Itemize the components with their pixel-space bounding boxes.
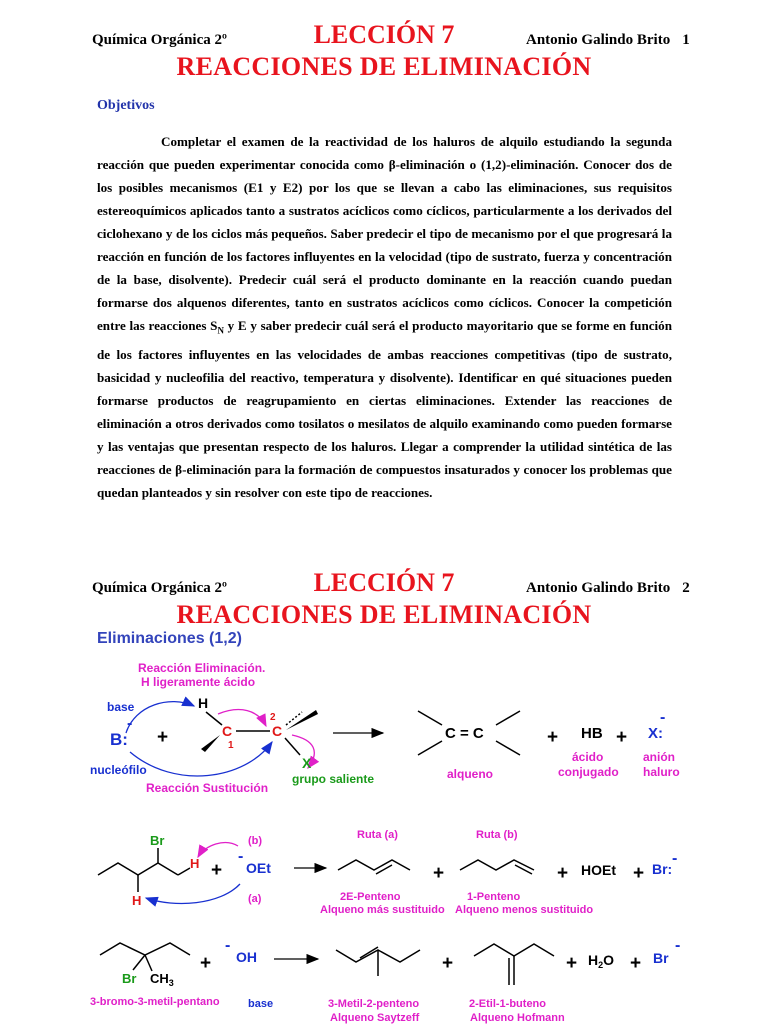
water-subscript: 2	[598, 960, 604, 970]
author-name: Antonio Galindo Brito	[526, 32, 671, 48]
product-a-description: Alqueno más sustituido	[320, 904, 445, 916]
plus-sign: +	[200, 953, 212, 974]
page-title: REACCIONES DE ELIMINACIÓN	[176, 52, 592, 81]
hydroxide: OH	[236, 949, 257, 965]
bromide-charge: -	[672, 850, 678, 867]
product-b-description: Alqueno menos sustituido	[455, 904, 594, 916]
alkene-formula: C = C	[445, 725, 484, 742]
header-author	[526, 580, 690, 597]
reaction-schemes	[0, 650, 768, 1024]
product-a-name: 3-Metil-2-penteno	[328, 998, 420, 1010]
leaving-group-label: grupo saliente	[292, 772, 375, 786]
substitution-label: Reacción Sustitución	[146, 781, 269, 795]
plus-sign: +	[616, 727, 628, 748]
bromide-anion: Br	[653, 950, 669, 966]
elimination-label-line2: H ligeramente ácido	[141, 675, 256, 689]
substrate-name: 3-bromo-3-metil-pentano	[90, 996, 220, 1008]
header-course: Química Orgánica 2º	[92, 32, 227, 48]
path-a-arrow	[146, 884, 240, 904]
plus-sign: +	[557, 863, 569, 884]
route-a-label: Ruta (a)	[357, 829, 398, 841]
page1-header	[0, 20, 768, 80]
halide-anion: X:	[648, 725, 663, 742]
anion-charge: -	[660, 709, 666, 726]
leaving-atom: X	[302, 755, 312, 771]
product-a-description: Alqueno Saytzeff	[330, 1012, 420, 1024]
plus-sign: +	[211, 860, 223, 881]
hydroxide-charge: -	[225, 937, 231, 954]
substitution-arrow	[130, 742, 272, 776]
objectives-paragraph	[97, 130, 672, 504]
page-title: REACCIONES DE ELIMINACIÓN	[176, 600, 592, 629]
product-b-name: 1-Penteno	[467, 891, 521, 903]
paragraph-part-a: Completar el examen de la reactividad de los haluros de alquilo estudiando la segunda reacción que pueden experimentar conocida como β-eliminación o (1,2)-eliminación. Conocer dos de los posibles mecanismos (E1 y E2) por los que se llevan a cabo las eliminaciones, sus requisitos estereoquímicos aplicados tanto a sustratos acíclicos como cíclicos, particularmente a los derivados del ciclohexano y de los ciclos más pequeños. Saber predecir el tipo de mecanismo por el que progresará la reacción en función de los factores influyentes en la velocidad (tipo de sustrato, fuerza y concentración de la base, disolvente). Predecir cuál será el producto dominante en la reacción cuando puedan formarse dos alquenos diferentes, tanto en sustratos acíclicos como cíclicos. Conocer la competición entre las reacciones S	[97, 134, 672, 333]
plus-sign: +	[547, 727, 559, 748]
product-b-name: 2-Etil-1-buteno	[469, 998, 546, 1010]
base-label: base	[107, 700, 135, 714]
base-charge: -	[127, 715, 133, 732]
path-b-marker: (b)	[248, 835, 263, 847]
path-b-arrow	[198, 843, 238, 857]
ethoxide-charge: -	[238, 848, 244, 865]
header-author	[526, 32, 690, 49]
hb-formula: HB	[581, 725, 603, 742]
conjugate-acid-label2: conjugado	[558, 765, 619, 779]
nucleophile-label: nucleófilo	[90, 763, 147, 777]
wedge-bond	[201, 735, 220, 752]
bromide-anion: Br:	[652, 861, 673, 877]
header-course: Química Orgánica 2º	[92, 580, 227, 596]
bromine-atom: Br	[150, 833, 165, 848]
paragraph-subscript: N	[217, 325, 224, 336]
page-number: 2	[682, 580, 690, 596]
route-b-label: Ruta (b)	[476, 829, 518, 841]
methyl-group	[150, 971, 174, 988]
plus-sign: +	[633, 863, 645, 884]
section-heading: Eliminaciones (1,2)	[97, 630, 242, 647]
halide-anion-label2: haluro	[643, 765, 680, 779]
carbon-1-number: 1	[228, 740, 234, 751]
ethoxide: OEt	[246, 860, 271, 876]
objectives-heading: Objetivos	[97, 98, 155, 113]
bromomethylpentane-scheme	[90, 937, 680, 1024]
paragraph-part-b: y E y saber predecir cuál será el producto mayoritario que se forme en función de los factores influyentes en las velocidades de ambas reacciones competitivas (tipo de sustrato, basicidad y nucleofilia del reactivo, temperatura y disolvente). Identificar en qué situaciones pueden formarse productos de reagrupamiento en ciertas eliminaciones. Extender las reacciones de eliminación a otros derivados como tosilatos o mesilatos de alquilo examinando como pueden formarse y las ventajas que presentan respecto de los haluros. Llegar a comprender la utilidad sintética de las reacciones de β-eliminación para la formación de compuestos insaturados y conocer los problemas que quedan planteados y sin resolver con este tipo de reacciones.	[97, 318, 672, 500]
carbon-2-number: 2	[270, 712, 276, 723]
plus-sign: +	[157, 727, 169, 748]
water	[588, 952, 614, 970]
author-name: Antonio Galindo Brito	[526, 580, 671, 596]
methyl-ch: CH	[150, 971, 169, 986]
hydrogen-b: H	[190, 856, 200, 871]
elimination-label-line1: Reacción Eliminación.	[138, 661, 266, 675]
path-a-marker: (a)	[248, 893, 262, 905]
plus-sign: +	[442, 953, 454, 974]
lesson-number: LECCIÓN 7	[313, 20, 455, 49]
bromide-charge: -	[675, 937, 681, 954]
alkene-label: alqueno	[447, 767, 494, 781]
base-symbol: B:	[110, 730, 128, 749]
plus-sign: +	[630, 953, 642, 974]
page-number: 1	[682, 32, 690, 48]
bromine-atom: Br	[122, 971, 137, 986]
water-h: H	[588, 952, 599, 968]
plus-sign: +	[433, 863, 445, 884]
plus-sign: +	[566, 953, 578, 974]
methyl-subscript: 3	[168, 978, 174, 988]
conjugate-acid-label1: ácido	[572, 750, 604, 764]
carbon-1: C	[222, 723, 233, 739]
halide-anion-label1: anión	[643, 750, 675, 764]
h-atom: H	[198, 695, 209, 711]
lesson-number: LECCIÓN 7	[313, 568, 455, 597]
product-a-name: 2E-Penteno	[340, 891, 401, 903]
hydrogen-a: H	[132, 893, 142, 908]
base-label: base	[248, 998, 274, 1010]
page2-header	[0, 568, 768, 628]
general-mechanism-scheme	[90, 661, 680, 795]
water-o: O	[603, 952, 615, 968]
carbon-2: C	[272, 723, 283, 739]
product-b-description: Alqueno Hofmann	[470, 1012, 565, 1024]
bromopentane-scheme	[98, 829, 677, 916]
ethanol: HOEt	[581, 862, 616, 878]
